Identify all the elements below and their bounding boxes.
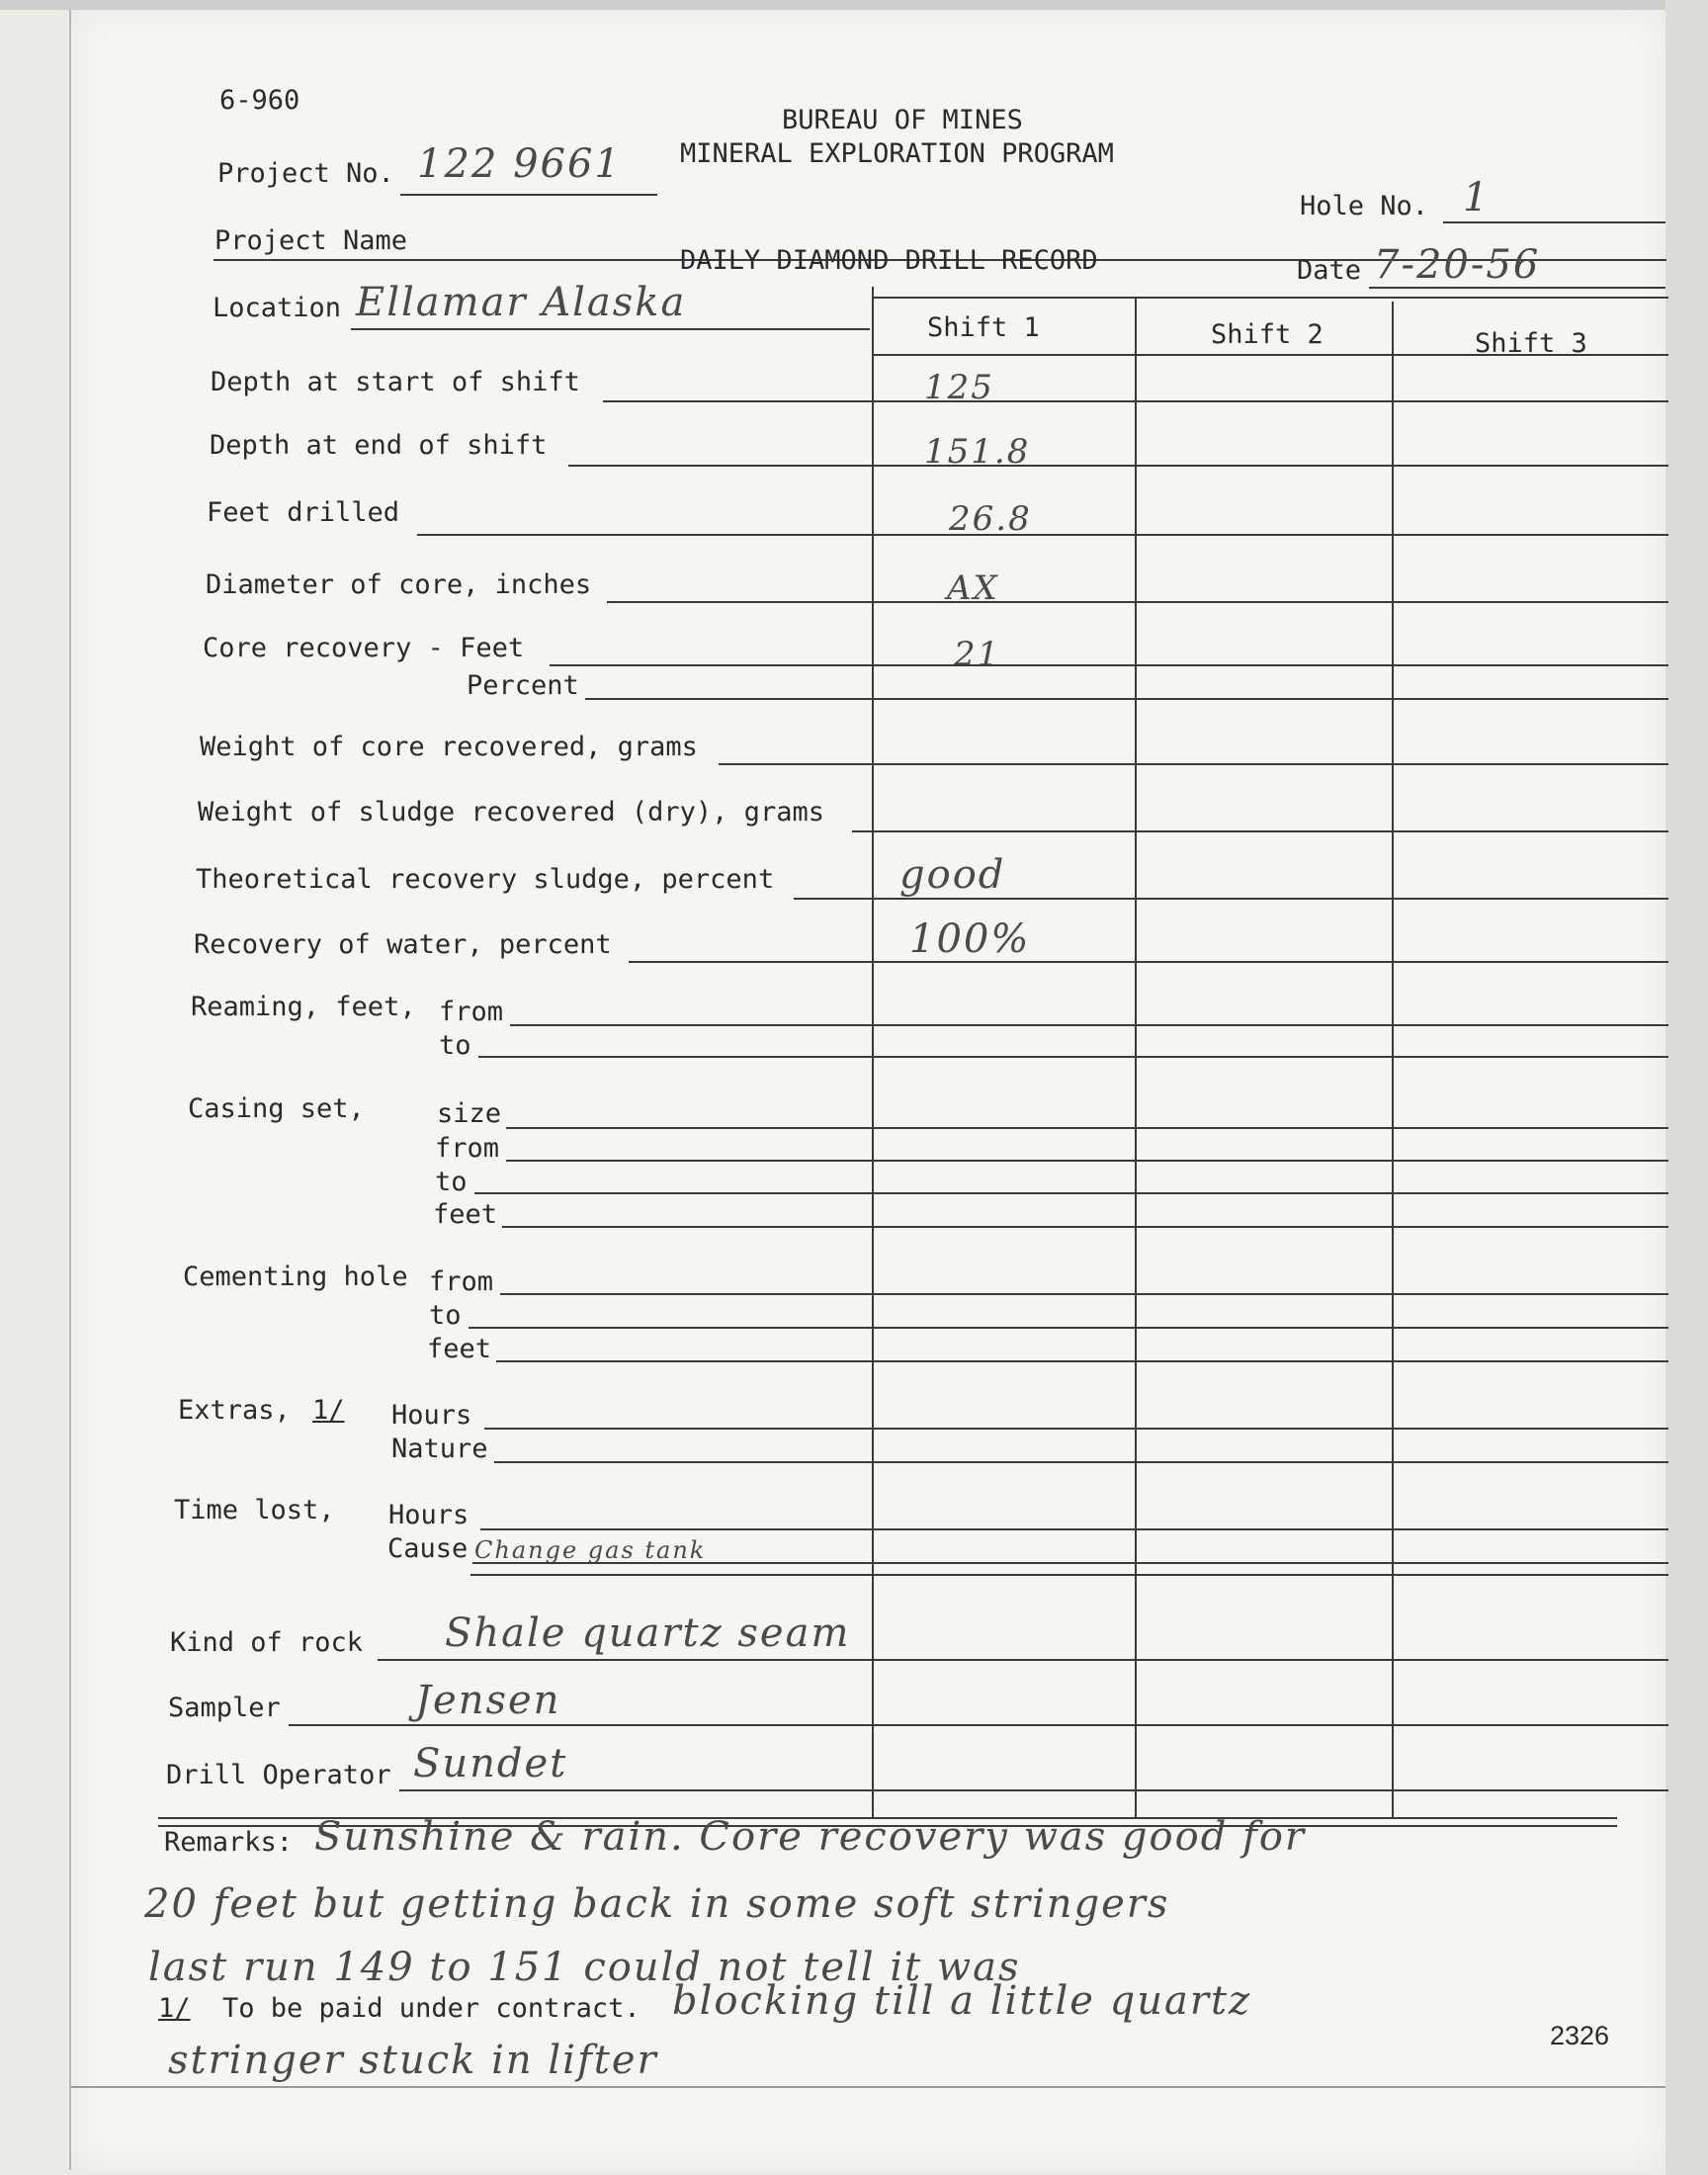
reaming-label: Reaming, feet, <box>191 992 416 1022</box>
recovery-water-label: Recovery of water, percent <box>194 929 612 960</box>
time-lost-hours-label: Hours <box>388 1500 470 1530</box>
kind-of-rock-label: Kind of rock <box>170 1627 364 1658</box>
depth-end-value[interactable]: 151.8 <box>924 432 1031 472</box>
footnote-marker: 1/ <box>158 1993 191 2024</box>
date-value[interactable]: 7-20-56 <box>1374 242 1541 288</box>
recovery-water-value[interactable]: 100% <box>909 916 1031 962</box>
hole-no-value[interactable]: 1 <box>1463 175 1491 220</box>
drill-operator-label: Drill Operator <box>166 1760 391 1790</box>
remarks-label: Remarks: <box>164 1827 294 1858</box>
scan-right-edge <box>1665 0 1708 2175</box>
remarks-line-4[interactable]: blocking till a little quartz <box>672 1978 1252 2024</box>
diameter-line <box>607 601 1668 603</box>
theoretical-sludge-line <box>794 898 1668 900</box>
time-lost-hours-line <box>480 1528 1668 1530</box>
date-label: Date <box>1297 255 1362 286</box>
kind-of-rock-value[interactable]: Shale quartz seam <box>445 1610 851 1656</box>
core-recovery-percent-label: Percent <box>467 670 579 701</box>
sampler-label: Sampler <box>168 1693 281 1723</box>
extras-hours-line <box>484 1428 1668 1430</box>
time-lost-label: Time lost, <box>174 1495 335 1525</box>
time-lost-cause-line <box>472 1562 1668 1564</box>
page-number: 2326 <box>1550 2021 1610 2050</box>
reaming-to-label: to <box>439 1030 471 1061</box>
cementing-feet-line <box>496 1360 1668 1362</box>
theoretical-sludge-label: Theoretical recovery sludge, percent <box>196 864 775 895</box>
extras-nature-line <box>494 1461 1668 1463</box>
project-no-label: Project No. <box>217 158 394 189</box>
remarks-line-5[interactable]: stringer stuck in lifter <box>168 2038 658 2083</box>
date-line <box>1369 287 1665 289</box>
record-title: DAILY DIAMOND DRILL RECORD <box>680 245 1098 276</box>
project-no-line <box>400 194 657 196</box>
column-divider-2 <box>1135 297 1137 1819</box>
reaming-from-label: from <box>439 997 504 1027</box>
casing-to-label: to <box>435 1167 468 1197</box>
core-recovery-feet-line <box>550 664 1668 666</box>
extras-footnote-marker: 1/ <box>312 1395 345 1426</box>
sampler-value[interactable]: Jensen <box>415 1678 561 1723</box>
feet-drilled-value[interactable]: 26.8 <box>949 499 1032 539</box>
diameter-label: Diameter of core, inches <box>206 569 592 600</box>
shift-header-line <box>872 354 1668 356</box>
depth-start-value[interactable]: 125 <box>924 368 994 407</box>
feet-drilled-label: Feet drilled <box>207 497 400 528</box>
reaming-from-line <box>510 1024 1668 1026</box>
cementing-label: Cementing hole <box>183 1262 408 1292</box>
casing-feet-label: feet <box>433 1199 498 1230</box>
location-line <box>351 328 870 330</box>
hole-no-line <box>1443 221 1665 223</box>
cementing-to-label: to <box>429 1300 462 1331</box>
remarks-line-2[interactable]: 20 feet but getting back in some soft stringers <box>144 1881 1170 1927</box>
weight-core-line <box>719 763 1668 765</box>
diameter-value[interactable]: AX <box>947 568 999 608</box>
program-title: MINERAL EXPLORATION PROGRAM <box>680 138 1114 169</box>
time-lost-bottom-line <box>470 1574 1668 1576</box>
reaming-to-line <box>478 1056 1668 1058</box>
casing-from-label: from <box>435 1133 500 1164</box>
theoretical-sludge-value[interactable]: good <box>899 852 1006 898</box>
remarks-line-1[interactable]: Sunshine & rain. Core recovery was good for <box>314 1814 1307 1860</box>
form-number: 6-960 <box>219 85 300 116</box>
weight-sludge-line <box>852 830 1668 832</box>
core-recovery-feet-value[interactable]: 21 <box>954 635 1001 674</box>
sampler-line <box>289 1724 1668 1726</box>
feet-drilled-line <box>417 534 1668 536</box>
cementing-to-line <box>469 1327 1668 1329</box>
time-lost-cause-label: Cause <box>387 1533 469 1564</box>
casing-size-line <box>506 1127 1668 1129</box>
footnote-text: To be paid under contract. <box>222 1993 640 2024</box>
depth-start-label: Depth at start of shift <box>211 367 580 397</box>
form-bottom-edge <box>71 2086 1665 2088</box>
shift-1-header: Shift 1 <box>927 312 1040 343</box>
casing-feet-line <box>502 1226 1668 1228</box>
casing-from-line <box>506 1160 1668 1162</box>
location-value[interactable]: Ellamar Alaska <box>356 280 687 325</box>
casing-size-label: size <box>437 1098 502 1129</box>
depth-end-label: Depth at end of shift <box>210 430 548 461</box>
weight-sludge-label: Weight of sludge recovered (dry), grams <box>198 797 824 827</box>
drill-operator-value[interactable]: Sundet <box>413 1741 568 1786</box>
column-divider-1 <box>872 287 874 1819</box>
depth-start-line <box>603 400 1668 402</box>
depth-end-line <box>568 465 1668 467</box>
shift-2-header: Shift 2 <box>1211 319 1324 350</box>
casing-to-line <box>474 1192 1668 1194</box>
hole-no-label: Hole No. <box>1300 191 1429 221</box>
extras-label: Extras, <box>178 1395 291 1426</box>
weight-core-label: Weight of core recovered, grams <box>200 732 698 762</box>
kind-of-rock-line <box>378 1659 1668 1661</box>
cementing-from-line <box>500 1293 1668 1295</box>
remarks-line-3[interactable]: last run 149 to 151 could not tell it was <box>148 1945 1021 1990</box>
drill-operator-line <box>399 1789 1668 1791</box>
core-recovery-feet-label: Core recovery - Feet <box>203 633 525 663</box>
core-recovery-percent-line <box>585 698 1668 700</box>
column-divider-3 <box>1392 302 1394 1819</box>
extras-hours-label: Hours <box>391 1400 472 1431</box>
cementing-from-label: from <box>429 1266 494 1297</box>
location-label: Location <box>213 293 342 323</box>
recovery-water-line <box>629 961 1668 963</box>
project-no-value[interactable]: 122 9661 <box>417 141 622 187</box>
casing-label: Casing set, <box>188 1093 365 1124</box>
extras-nature-label: Nature <box>391 1434 488 1464</box>
time-lost-cause-value[interactable]: Change gas tank <box>474 1536 707 1564</box>
project-name-label: Project Name <box>214 225 408 256</box>
agency-title: BUREAU OF MINES <box>782 105 1023 135</box>
cementing-feet-label: feet <box>427 1334 492 1364</box>
scan-top-edge <box>0 0 1708 10</box>
shift-3-header: Shift 3 <box>1475 328 1587 359</box>
table-top-border <box>872 297 1668 299</box>
